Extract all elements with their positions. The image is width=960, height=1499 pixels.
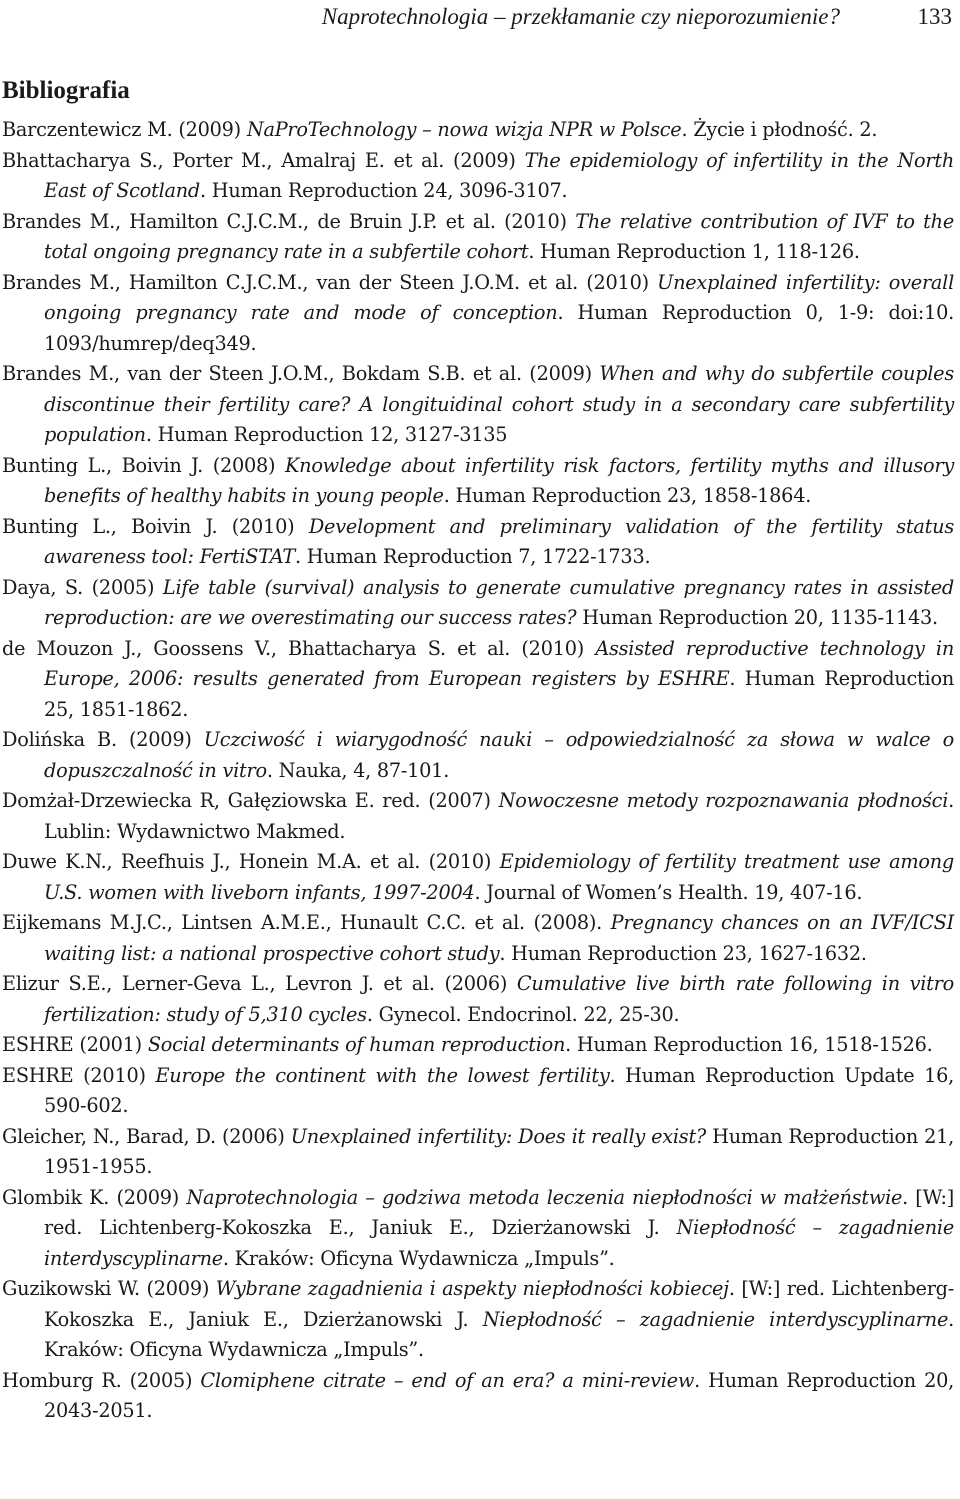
reference-item: ESHRE (2010) Europe the continent with the lowest fertility. Human Reproduction Update 16, 590-602. [2, 1063, 954, 1117]
reference-item: Bunting L., Boivin J. (2008) Knowledge about infertility risk factors, fertility myths and illusory benefits of healthy habits in young people. Human Reproduction 23, 1858-1864. [2, 453, 954, 507]
reference-item: Dolińska B. (2009) Uczciwość i wiarygodność nauki – odpowiedzialność za słowa w walce o dopuszczalność in vitro. Nauka, 4, 87-101. [2, 728, 954, 782]
reference-item: de Mouzon J., Goossens V., Bhattacharya S. et al. (2010) Assisted reproductive technology in Europe, 2006: results generated from European registers by ESHRE. Human Reproduction 25, 1851-1862. [2, 636, 955, 721]
reference-item: Bhattacharya S., Porter M., Amalraj E. et al. (2009) The epidemiology of infertility in the North East of Scotland. Human Reproduction 24, 3096-3107. [2, 148, 954, 202]
running-title: Naprotechnologia – przekłamanie czy nieporozumienie? [321, 4, 840, 29]
reference-item: Brandes M., van der Steen J.O.M., Bokdam S.B. et al. (2009) When and why do subfertile couples discontinue their fertility care? A longituidinal cohort study in a secondary care subfertility population. Human Reproduction 12, 3127-3135 [2, 362, 954, 446]
reference-item: Domżał-Drzewiecka R, Gałęziowska E. red. (2007) Nowoczesne metody rozpoznawania płodności. Lublin: Wydawnictwo Makmed. [2, 789, 955, 843]
reference-list [2, 115, 954, 1427]
section-title: Bibliografia [2, 77, 130, 104]
reference-item: Daya, S. (2005) Life table (survival) analysis to generate cumulative pregnancy rates in assisted reproduction: are we overestimating our success rates? Human Reproduction 20, 1135-1143. [2, 575, 954, 629]
reference-item: Brandes M., Hamilton C.J.C.M., de Bruin J.P. et al. (2010) The relative contribution of IVF to the total ongoing pregnancy rate in a subfertile cohort. Human Reproduction 1, 118-126. [2, 209, 954, 263]
reference-item: Bunting L., Boivin J. (2010) Development and preliminary validation of the fertility status awareness tool: FertiSTAT. Human Reproduction 7, 1722-1733. [2, 514, 954, 568]
reference-item: Glombik K. (2009) Naprotechnologia – godziwa metoda leczenia niepłodności w małżeństwie. [W:] red. Lichtenberg-Kokoszka E., Janiuk E., Dzierżanowski J. Niepłodność – zagadnienie interdyscyplinarne. Kraków: Oficyna Wydawnicza „Impuls”. [2, 1185, 955, 1270]
reference-item: Eijkemans M.J.C., Lintsen A.M.E., Hunault C.C. et al. (2008). Pregnancy chances on an IVF/ICSI waiting list: a national prospective cohort study. Human Reproduction 23, 1627-1632. [2, 911, 954, 965]
reference-item: Duwe K.N., Reefhuis J., Honein M.A. et al. (2010) Epidemiology of fertility treatment use among U.S. women with liveborn infants, 1997-2004. Journal of Women’s Health. 19, 407-16. [2, 850, 954, 904]
reference-item: Brandes M., Hamilton C.J.C.M., van der Steen J.O.M. et al. (2010) Unexplained infertility: overall ongoing pregnancy rate and mode of conception. Human Reproduction 0, 1-9: doi:10. 1093/humrep/deq349. [2, 270, 954, 355]
running-head [0, 2, 960, 32]
reference-item: Homburg R. (2005) Clomiphene citrate – end of an era? a mini-review. Human Reproduction 20, 2043-2051. [2, 1368, 954, 1422]
reference-item: Elizur S.E., Lerner-Geva L., Levron J. et al. (2006) Cumulative live birth rate following in vitro fertilization: study of 5,310 cycles. Gynecol. Endocrinol. 22, 25-30. [2, 972, 954, 1026]
reference-item: Gleicher, N., Barad, D. (2006) Unexplained infertility: Does it really exist? Human Reproduction 21, 1951-1955. [2, 1124, 954, 1178]
reference-item: Barczentewicz M. (2009) NaProTechnology – nowa wizja NPR w Polsce. Życie i płodność. 2. [2, 118, 878, 141]
page-number: 133 [917, 4, 952, 29]
reference-item: Guzikowski W. (2009) Wybrane zagadnienia i aspekty niepłodności kobiecej. [W:] red. Lichtenberg-Kokoszka E., Janiuk E., Dzierżanowski J. Niepłodność – zagadnienie interdyscyplinarne. Kraków: Oficyna Wydawnicza „Impuls”. [2, 1277, 955, 1361]
reference-item: ESHRE (2001) Social determinants of human reproduction. Human Reproduction 16, 1518-1526. [2, 1033, 933, 1056]
